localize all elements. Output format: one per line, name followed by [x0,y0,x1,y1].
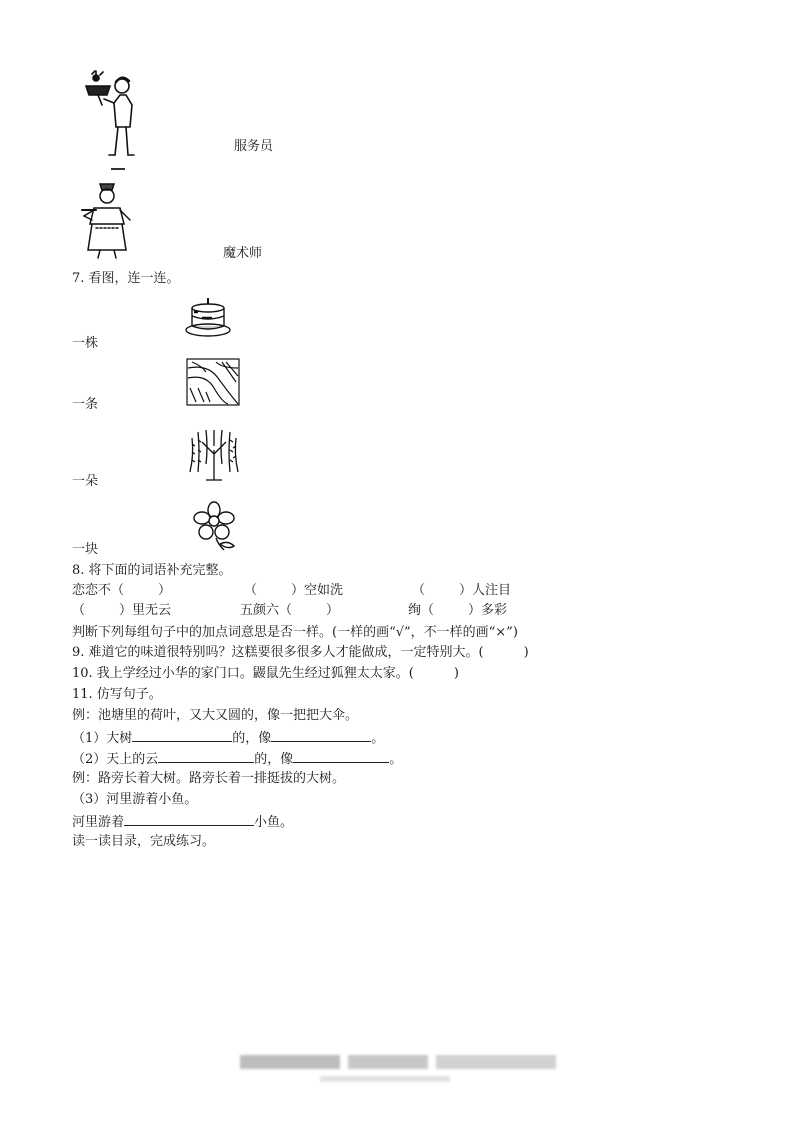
q11-example1: 例：池塘里的荷叶，又大又圆的，像一把把大伞。 [72,708,359,723]
q8-r1-i3-open: （ [412,583,426,598]
q10-close: ) [453,666,459,681]
q8-r1-i1-open: 恋恋不（ [72,583,125,598]
q9-line [72,645,529,661]
q8-r2-i2-open: 五颜六（ [240,603,293,618]
q11-title: 11. 仿写句子。 [72,687,162,702]
q11-s3-end: 小鱼。 [254,815,294,830]
q8-row2-item3 [408,603,507,619]
q11-s3-blank[interactable] [124,813,254,826]
river-icon [186,358,240,406]
judge-instruction: 判断下列每组句子中的加点词意思是否一样。(一样的画“√”，不一样的画“×”) [72,625,518,640]
q11-s1-blank2[interactable] [271,729,371,742]
q11-s2-middle: 的，像 [254,752,294,767]
measure-word-2: 一条 [72,397,99,412]
measure-word-1: 一株 [72,336,99,351]
q8-row1-item3 [412,583,511,599]
q8-row2-item2 [240,603,339,619]
measure-word-3: 一朵 [72,474,99,489]
cake-icon [182,296,236,340]
q9-close: ) [523,645,529,660]
q8-row1-item1 [72,583,171,599]
q9-text: 9. 难道它的味道很特别吗？这糕要很多很多人才能做成，一定特别大。( [72,645,484,660]
q11-sentence1 [72,729,384,747]
q11-sentence3-answer [72,813,293,831]
q8-row1-item2 [244,583,343,599]
q11-s2-prefix: （2）天上的云 [72,752,159,767]
q11-s1-end: 。 [371,731,385,746]
q11-s3-prefix: 河里游着 [72,815,125,830]
q8-r2-i3-open: 绚（ [408,603,435,618]
waiter-label: 服务员 [234,139,274,154]
q11-s2-end: 。 [389,752,403,767]
q7-title: 7. 看图，连一连。 [72,271,180,286]
q11-sentence2 [72,750,402,768]
q11-s1-prefix: （1）大树 [72,731,133,746]
q11-example2: 例：路旁长着大树。路旁长着一排挺拔的大树。 [72,771,346,786]
q8-r1-i2-text: ）空如洗 [291,583,344,598]
q8-title: 8. 将下面的词语补充完整。 [72,563,232,578]
blurred-footer-watermark [240,1055,556,1069]
q8-r2-i3-text: ）多彩 [468,603,508,618]
q8-row2-item1 [72,603,171,619]
q8-r2-i1-text: ）里无云 [119,603,172,618]
flower-icon [190,500,242,552]
q8-r2-i2-close: ） [326,603,340,618]
measure-word-4: 一块 [72,542,99,557]
magician-figure-illustration [78,180,148,260]
closing-instruction: 读一读目录，完成练习。 [72,834,216,849]
willow-tree-icon [186,424,242,484]
q11-s2-blank2[interactable] [293,750,389,763]
q8-r1-i2-open: （ [244,583,258,598]
q11-s1-blank1[interactable] [132,729,232,742]
blurred-footer-watermark-2 [320,1076,450,1084]
q10-line [72,666,459,682]
waiter-figure-illustration [78,70,158,160]
q10-text: 10. 我上学经过小华的家门口。鼹鼠先生经过狐狸太太家。( [72,666,414,681]
q11-sentence3: （3）河里游着小鱼。 [72,792,198,807]
q8-r1-i1-close: ） [158,583,172,598]
q8-r2-i1-open: （ [72,603,86,618]
dash-mark [111,168,125,173]
q11-s1-middle: 的，像 [232,731,272,746]
magician-label: 魔术师 [223,246,263,261]
q11-s2-blank1[interactable] [158,750,254,763]
q8-r1-i3-text: ）人注目 [459,583,512,598]
